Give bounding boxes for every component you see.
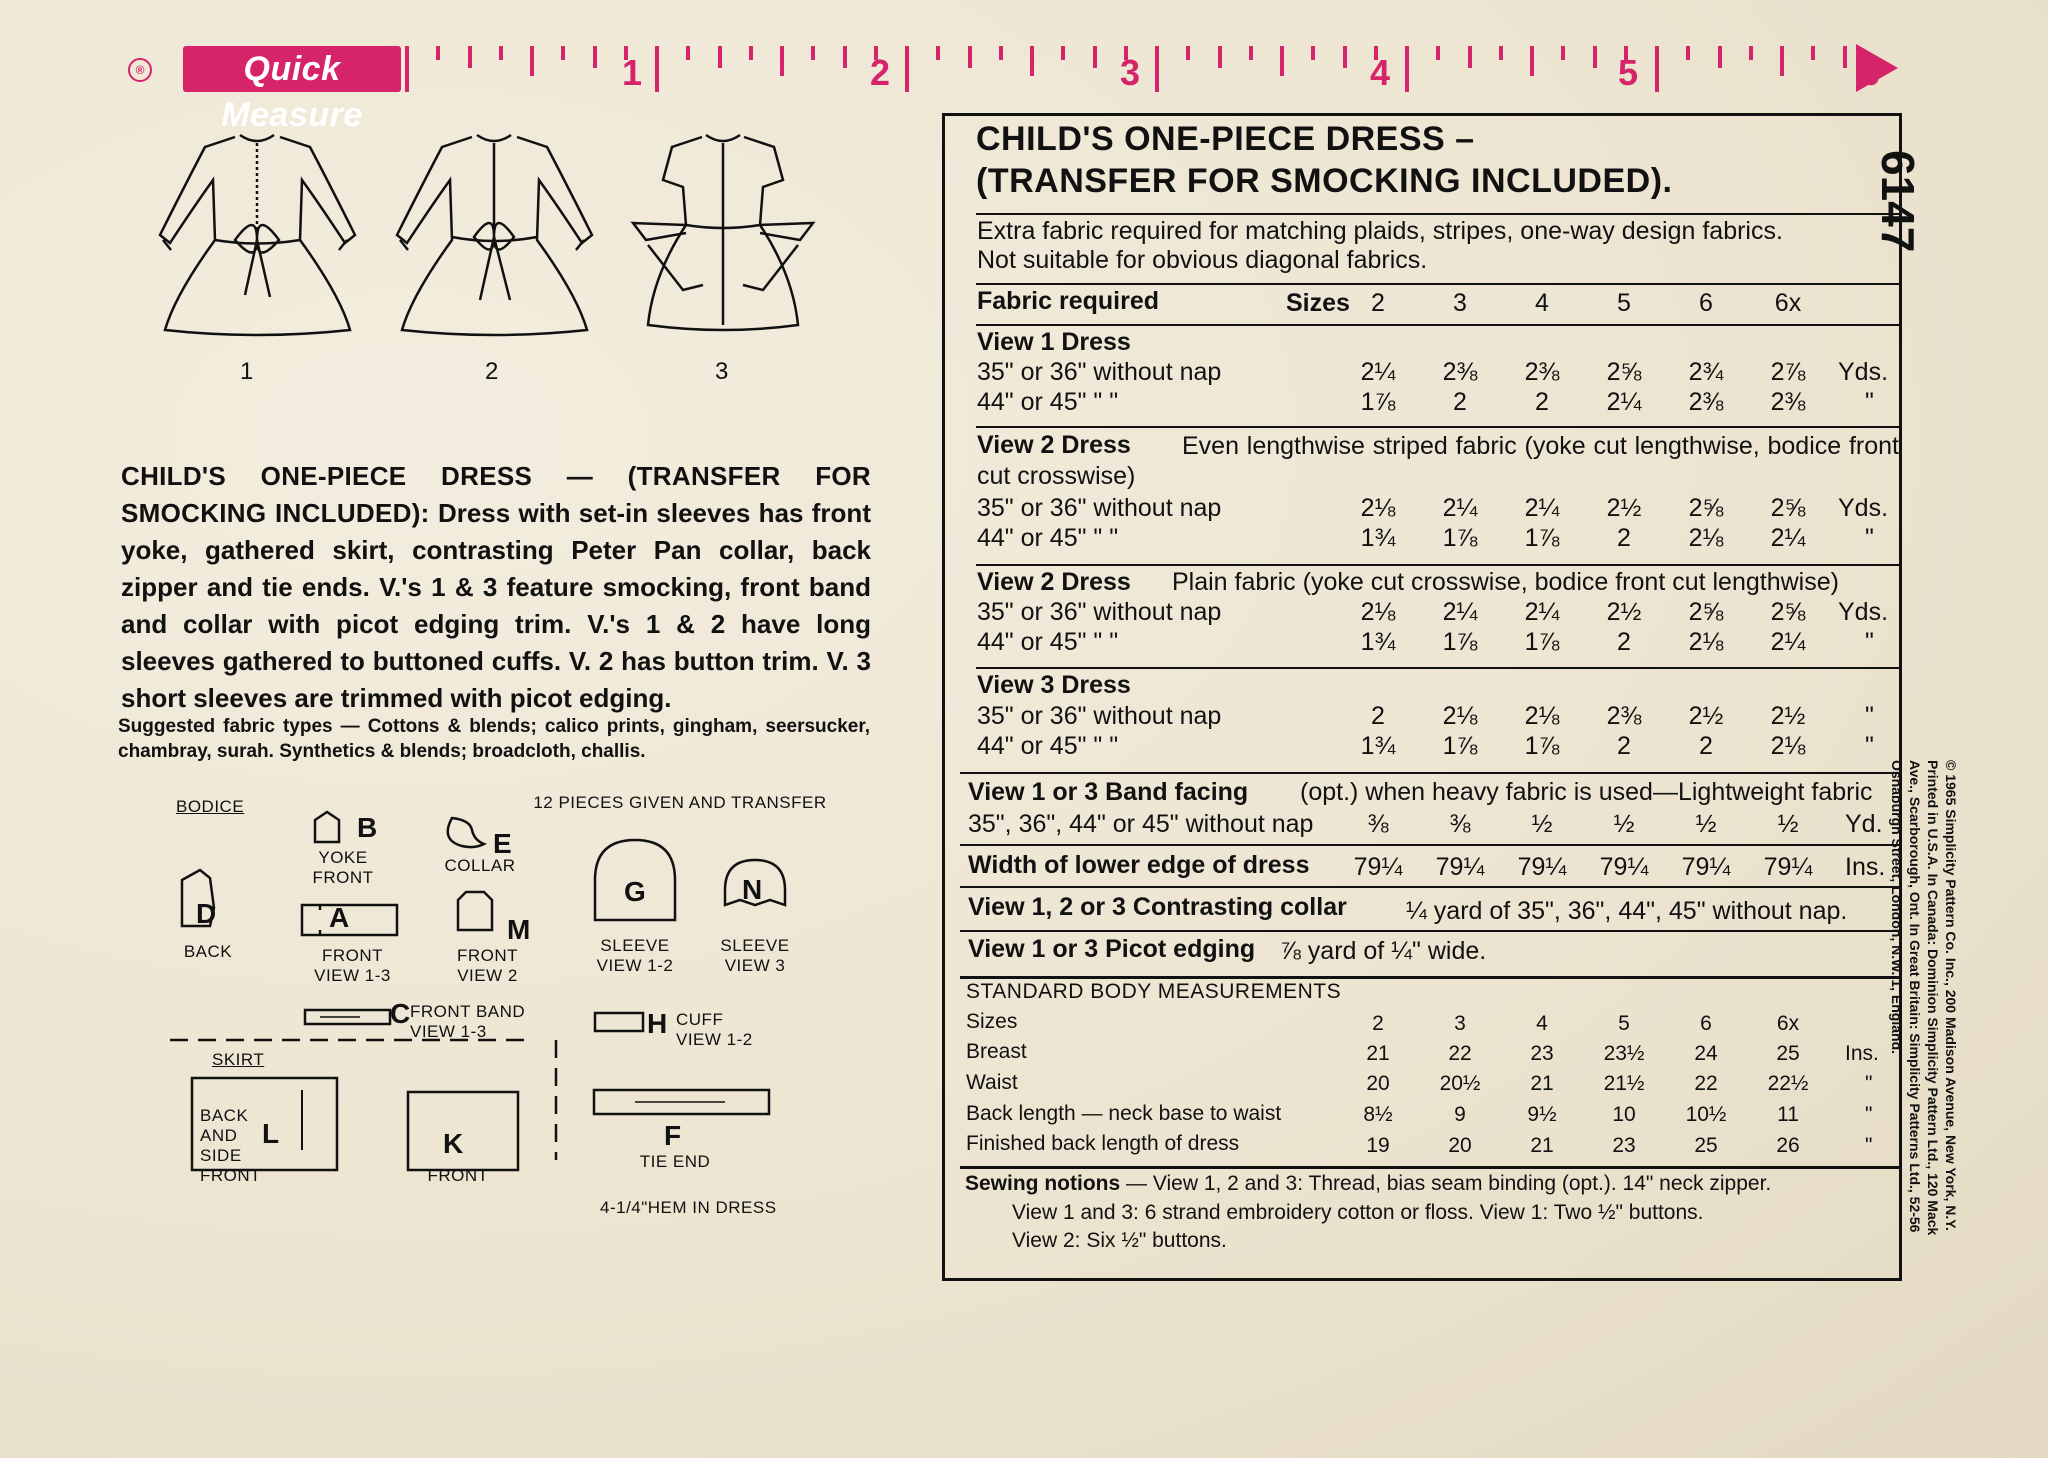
ruler-tick [999,46,1003,60]
registered-mark: ® [128,58,152,82]
piece-h-letter: H [647,1008,668,1039]
value-cell: 2¼ [1524,598,1560,626]
divider [976,426,1900,428]
ruler-tick [1686,46,1690,60]
ruler-inch-1: 1 [622,52,643,93]
value-cell: 22½ [1767,1072,1809,1095]
band-facing-title: View 1 or 3 Band facing [968,778,1249,806]
value-cell: 2¾ [1688,358,1724,386]
value-cell: 25 [1694,1134,1718,1157]
value-cell: 1⅞ [1442,524,1478,552]
value-cell: 1⅞ [1524,524,1560,552]
view-1-label: 1 [240,358,254,385]
picot-title: View 1 or 3 Picot edging [968,935,1256,963]
value-cell: ⅜ [1367,810,1389,838]
value-cell: 6 [1699,289,1713,317]
unit-label: " [1865,1134,1873,1157]
sewing-notions-line-1 [965,1172,1771,1196]
value-cell: 79¼ [1599,853,1649,881]
value-cell: 2⅞ [1770,358,1806,386]
value-cell: 79¼ [1353,853,1403,881]
ruler-tick [1780,46,1784,76]
picot-desc: ⅞ yard of ¼" wide. [1280,937,1487,965]
value-cell: 21 [1530,1072,1554,1095]
value-cell: 2¼ [1606,388,1642,416]
piece-n-label: SLEEVE VIEW 3 [720,936,790,975]
value-cell: 2 [1617,732,1631,760]
value-cell: 2 [1617,524,1631,552]
value-cell: ⅜ [1449,810,1471,838]
piece-a-label: FRONT VIEW 1-3 [314,946,391,985]
hem-note: 4-1/4"HEM IN DRESS [600,1198,777,1217]
piece-l-label: BACK AND SIDE FRONT [200,1106,262,1185]
value-cell: 19 [1366,1134,1390,1157]
divider [960,772,1900,774]
ruler-tick [1093,46,1097,68]
ruler-tick [1718,46,1722,68]
value-cell: 79¼ [1435,853,1485,881]
value-cell: 2⅝ [1688,494,1724,522]
value-cell: 2⅛ [1688,628,1724,656]
ruler-tick [655,46,659,92]
ruler-tick [1155,46,1159,92]
value-cell: 20 [1366,1072,1390,1095]
value-cell: 3 [1453,289,1467,317]
divider [960,844,1900,846]
value-cell: 1⅞ [1524,732,1560,760]
value-cell: 2⅝ [1606,358,1642,386]
ruler-tick [1811,46,1815,60]
ruler-tick [1061,46,1065,60]
bodice-label: BODICE [176,797,245,816]
value-cell: 2 [1535,388,1549,416]
value-cell: 2 [1699,732,1713,760]
ruler-tick [436,46,440,60]
unit-label: " [1865,524,1874,552]
value-cell: 6x [1776,1012,1800,1035]
unit-label: Yds. [1838,494,1889,522]
back-length-label: Back length — neck base to waist [966,1102,1282,1125]
ruler-inch-4: 4 [1370,52,1391,93]
divider [976,564,1900,566]
view-1-dress-title: View 1 Dress [977,328,1131,356]
value-cell: 1¾ [1360,628,1396,656]
ruler-tick [499,46,503,60]
divider [976,324,1900,326]
value-cell: 26 [1776,1134,1800,1157]
unit-label: " [1865,732,1874,760]
description-body: Dress with set-in sleeves has front yoke, gathered skirt, contrasting Peter Pan collar, back zipper and tie ends. V.'s 1 & 3 feature smocking, front band and collar with picot edging trim. V.'s 1 & 2 have long sleeves gathered to buttoned cuffs. V. 2 has button trim. V. 3 short sleeves are trimmed with picot edging. [121,498,871,713]
value-cell: 2⅛ [1524,702,1560,730]
pieces-given-note: 12 PIECES GIVEN AND TRANSFER [533,793,827,812]
view-3-dress-illustration [628,125,818,335]
value-cell: 2⅛ [1688,524,1724,552]
skirt-label: SKIRT [212,1050,265,1069]
view-2-dress-illustration [392,125,597,335]
piece-d-letter: D [196,898,217,929]
ruler-tick [1530,46,1534,76]
value-cell: 8½ [1363,1103,1393,1126]
piece-n-letter: N [742,874,763,905]
ruler-tick [749,46,753,60]
breast-label: Breast [966,1040,1027,1063]
piece-e-label: COLLAR [444,856,516,875]
ruler-tick [1749,46,1753,60]
unit-label: " [1865,1103,1873,1126]
value-cell: 2⅝ [1770,598,1806,626]
ruler-tick [1468,46,1472,68]
quick-measure-label: Quick Measure [183,46,401,92]
width-35-36: 35" or 36" without nap [977,494,1222,522]
view-2-striped-title: View 2 Dress [977,431,1131,459]
ruler-inch-2: 2 [870,52,891,93]
ruler-tick [811,46,815,60]
ruler-tick [468,46,472,68]
value-cell: 6 [1700,1012,1712,1035]
value-cell: 2¼ [1770,524,1806,552]
copyright-notice: © 1965 Simplicity Pattern Co. Inc., 200 Madison Avenue, New York, N.Y. Printed in U.S.A. In Canada: Dominion Simplicity Pattern Ltd., 120 Mack Ave., Scarborough, Ont. In Great Britain: Simplicity Patterns Ltd., 52-56 Osnaburgh Street, London, N.W. 1, England. [1889,760,1959,1236]
ruler-tick [780,46,784,76]
sewing-notions-line-2: View 1 and 3: 6 strand embroidery cotton or floss. View 1: Two ½" buttons. [1012,1201,1704,1224]
unit-label: " [1865,388,1874,416]
collar-desc: ¼ yard of 35", 36", 44", 45" without nap. [1406,897,1848,925]
ruler-tick [405,46,409,92]
ruler-tick [905,46,909,92]
ruler-tick [561,46,565,60]
width-44-45: 44" or 45" " " [977,732,1119,760]
band-facing-desc: (opt.) when heavy fabric is used—Lightweight fabric [1300,778,1873,806]
value-cell: 2¼ [1442,494,1478,522]
piece-c-label: FRONT BAND VIEW 1-3 [410,1002,526,1041]
finished-length-label: Finished back length of dress [966,1132,1240,1155]
value-cell: 22 [1694,1072,1718,1095]
std-sizes-label: Sizes [966,1010,1018,1033]
ruler-tick [593,46,597,68]
view-2-plain-desc: Plain fabric (yoke cut crosswise, bodice front cut lengthwise) [1172,568,1839,596]
value-cell: 2 [1371,289,1385,317]
piece-l-letter: L [262,1118,280,1149]
sewing-notions-title: Sewing notions [965,1172,1121,1195]
view-3-dress-title: View 3 Dress [977,671,1131,699]
ruler-tick [530,46,534,76]
value-cell: 21 [1530,1134,1554,1157]
ruler-tick [1561,46,1565,60]
piece-k-letter: K [443,1128,464,1159]
value-cell: 2⅜ [1688,388,1724,416]
lower-edge-title: Width of lower edge of dress [968,851,1310,879]
value-cell: 9½ [1527,1103,1557,1126]
piece-k-label: FRONT [427,1166,489,1185]
divider [976,667,1900,669]
width-35-36: 35" or 36" without nap [977,358,1222,386]
value-cell: 2 [1371,702,1385,730]
sewing-notions-line-3: View 2: Six ½" buttons. [1012,1229,1227,1252]
value-cell: 5 [1618,1012,1630,1035]
value-cell: 21 [1366,1042,1390,1065]
value-cell: 1¾ [1360,524,1396,552]
value-cell: 2¼ [1360,358,1396,386]
fabric-required-label: Fabric required [977,287,1159,315]
chart-note-2: Not suitable for obvious diagonal fabrics. [977,246,1428,274]
value-cell: ½ [1613,810,1635,838]
value-cell: ½ [1531,810,1553,838]
ruler-tick [1311,46,1315,60]
value-cell: 10 [1612,1103,1636,1126]
value-cell: 79¼ [1763,853,1813,881]
ruler-tick [968,46,972,68]
unit-label: " [1865,702,1874,730]
suggested-fabric-types: Suggested fabric types — Cottons & blends; calico prints, gingham, seersucker, chambray, surah. Synthetics & blends; broadcloth, challis. [118,716,870,762]
width-35-36: 35" or 36" without nap [977,598,1222,626]
piece-f-letter: F [664,1120,682,1151]
ruler-tick [843,46,847,68]
piece-h-label: CUFF VIEW 1-2 [676,1010,753,1049]
value-cell: 20 [1448,1134,1472,1157]
value-cell: 2½ [1606,598,1642,626]
view-2-plain-title: View 2 Dress [977,568,1131,596]
piece-m-letter: M [507,914,531,945]
ruler-tick [1343,46,1347,68]
ruler-tick [718,46,722,68]
ruler-tick [686,46,690,60]
view-2-striped-desc: Even lengthwise striped fabric (yoke cut lengthwise, bodice front cut crosswise) [977,432,1899,490]
piece-m-label: FRONT VIEW 2 [456,946,519,985]
value-cell: 4 [1535,289,1549,317]
chart-title-line1: CHILD'S ONE-PIECE DRESS – [976,120,1475,158]
divider [960,886,1900,888]
divider [960,976,1900,979]
piece-e-letter: E [493,828,512,859]
value-cell: 24 [1694,1042,1718,1065]
value-cell: 2⅛ [1442,702,1478,730]
ruler-tick [1280,46,1284,76]
unit-label: Yd. [1845,810,1883,838]
value-cell: 2⅜ [1606,702,1642,730]
divider [976,283,1900,285]
value-cell: 23 [1612,1134,1636,1157]
piece-b-label: YOKE FRONT [312,848,374,887]
value-cell: 2⅜ [1524,358,1560,386]
value-cell: 2⅛ [1360,598,1396,626]
piece-b-letter: B [357,812,378,843]
unit-label: Ins. [1845,853,1886,881]
piece-f-label: TIE END [639,1152,711,1171]
value-cell: 5 [1617,289,1631,317]
value-cell: 2⅜ [1770,388,1806,416]
sizes-label: Sizes [1286,289,1350,317]
value-cell: ½ [1777,810,1799,838]
unit-label: " [1865,1072,1873,1095]
value-cell: 23 [1530,1042,1554,1065]
unit-label: " [1865,628,1874,656]
chart-title [976,118,1776,202]
band-facing-width: 35", 36", 44" or 45" without nap [968,810,1314,838]
view-2-label: 2 [485,358,499,385]
ruler-tick [1249,46,1253,60]
view-3-label: 3 [715,358,729,385]
ruler-tick [1186,46,1190,60]
view-1-dress-illustration [155,125,360,335]
value-cell: 2⅝ [1770,494,1806,522]
value-cell: 1¾ [1360,732,1396,760]
value-cell: ½ [1695,810,1717,838]
ruler-tick [1593,46,1597,68]
collar-title: View 1, 2 or 3 Contrasting collar [968,893,1347,921]
width-44-45: 44" or 45" " " [977,388,1119,416]
divider [960,930,1900,932]
value-cell: 10½ [1685,1103,1727,1126]
ruler-tick [1843,46,1847,68]
description-heading: CHILD'S ONE-PIECE DRESS — (TRANSFER FOR SMOCKING INCLUDED): [121,461,871,528]
ruler-inch-6: 6 [1860,52,1881,93]
piece-a-letter: A [329,902,350,933]
value-cell: 2⅜ [1442,358,1478,386]
value-cell: 2¼ [1442,598,1478,626]
value-cell: 4 [1536,1012,1548,1035]
value-cell: 3 [1454,1012,1466,1035]
value-cell: 2½ [1606,494,1642,522]
value-cell: 79¼ [1517,853,1567,881]
value-cell: 2 [1372,1012,1384,1035]
value-cell: 1⅞ [1360,388,1396,416]
ruler-tick [1436,46,1440,60]
width-44-45: 44" or 45" " " [977,628,1119,656]
value-cell: 2½ [1688,702,1724,730]
pattern-description [121,458,871,717]
sewing-notions-text-1: — View 1, 2 and 3: Thread, bias seam binding (opt.). 14" neck zipper. [1126,1172,1772,1195]
ruler-tick [1030,46,1034,76]
value-cell: 1⅞ [1524,628,1560,656]
piece-g-letter: G [624,876,646,907]
value-cell: 2 [1453,388,1467,416]
unit-label: Ins. [1845,1042,1879,1065]
pattern-number: 6147 [1872,150,1924,253]
piece-g-label: SLEEVE VIEW 1-2 [596,936,674,975]
value-cell: 21½ [1603,1072,1645,1095]
unit-label: Yds. [1838,358,1889,386]
piece-d-label: BACK [183,942,233,961]
width-35-36: 35" or 36" without nap [977,702,1222,730]
value-cell: 6x [1774,289,1802,317]
ruler-inch-5: 5 [1618,52,1639,93]
waist-label: Waist [966,1071,1018,1094]
value-cell: 79¼ [1681,853,1731,881]
chart-note-1: Extra fabric required for matching plaids, stripes, one-way design fabrics. [977,217,1783,245]
ruler-tick [1405,46,1409,92]
value-cell: 23½ [1603,1042,1645,1065]
value-cell: 2½ [1770,702,1806,730]
value-cell: 1⅞ [1442,628,1478,656]
value-cell: 2⅛ [1770,732,1806,760]
ruler-inch-3: 3 [1120,52,1141,93]
value-cell: 2¼ [1770,628,1806,656]
value-cell: 25 [1776,1042,1800,1065]
value-cell: 1⅞ [1442,732,1478,760]
width-44-45: 44" or 45" " " [977,524,1119,552]
piece-c-letter: C [390,998,411,1029]
value-cell: 2⅛ [1360,494,1396,522]
divider [960,1166,1900,1169]
value-cell: 22 [1448,1042,1472,1065]
std-measurements-title: STANDARD BODY MEASUREMENTS [966,980,1342,1003]
value-cell: 2⅝ [1688,598,1724,626]
ruler-tick [936,46,940,60]
unit-label: Yds. [1838,598,1889,626]
divider [976,213,1900,215]
chart-title-line2: (TRANSFER FOR SMOCKING INCLUDED). [976,162,1673,200]
ruler-tick [1218,46,1222,68]
value-cell: 2¼ [1524,494,1560,522]
value-cell: 2 [1617,628,1631,656]
ruler-tick [1655,46,1659,92]
ruler-tick [1499,46,1503,60]
value-cell: 9 [1454,1103,1466,1126]
value-cell: 20½ [1439,1072,1481,1095]
value-cell: 11 [1777,1103,1799,1126]
